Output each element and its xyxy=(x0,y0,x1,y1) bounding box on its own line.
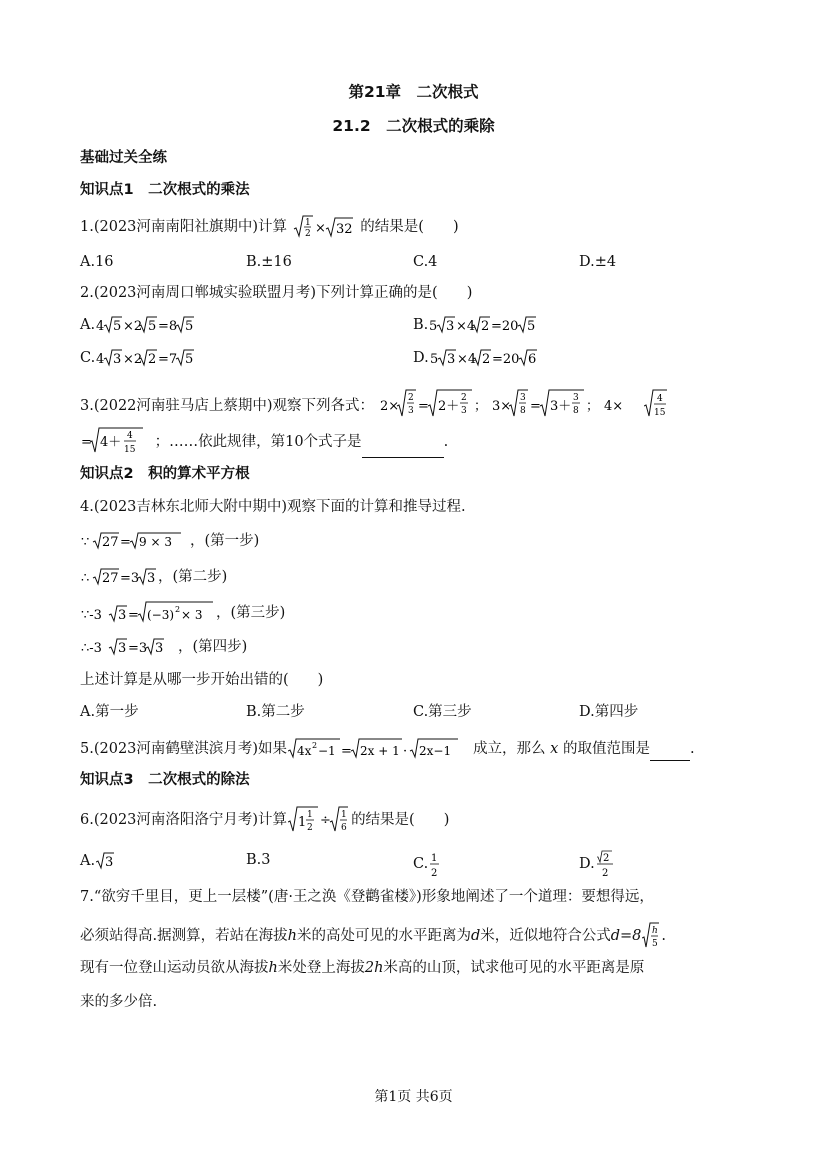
q6c-one-half xyxy=(429,850,441,878)
question-7-line-4: 来的多少倍. xyxy=(80,994,158,1010)
svg-text:4: 4 xyxy=(657,394,664,404)
q4-step4-expression xyxy=(81,636,177,658)
svg-text:∴: ∴ xyxy=(81,571,90,586)
svg-text:=20: =20 xyxy=(491,319,519,334)
svg-text:3×: 3× xyxy=(491,399,511,414)
svg-text:=3: =3 xyxy=(120,571,140,586)
svg-text:1: 1 xyxy=(431,853,438,864)
svg-text:=7: =7 xyxy=(158,352,178,367)
q4-option-d[interactable]: D.第四步 xyxy=(579,704,639,720)
svg-text:3: 3 xyxy=(155,641,164,656)
q4-option-b[interactable]: B.第二步 xyxy=(246,704,305,720)
q2-option-d[interactable]: D. 5 3 ×4 2 =20 6 xyxy=(413,347,553,369)
svg-text:2: 2 xyxy=(407,393,414,403)
svg-text:×2: ×2 xyxy=(123,352,143,367)
question-7-line-2: 必须站得高.据测算，若站在海拔h米的高处可见的水平距离为d米，近似地符合公式d=8 h 5 . xyxy=(80,921,666,951)
svg-text:3: 3 xyxy=(105,855,114,870)
svg-text:=8: =8 xyxy=(158,319,178,334)
svg-text:5: 5 xyxy=(429,352,438,367)
svg-text:=: = xyxy=(417,399,429,414)
svg-text:×: × xyxy=(314,221,326,236)
q4-option-a[interactable]: A.第一步 xyxy=(80,704,139,720)
svg-text:=: = xyxy=(81,435,92,450)
svg-text:6: 6 xyxy=(341,823,347,833)
svg-text:1: 1 xyxy=(298,815,307,830)
q4-step-4: ∴-3 3 =3 3 ，(第四步) xyxy=(80,636,247,658)
q2-option-c[interactable]: C. 4 3 ×2 2 =7 5 xyxy=(80,347,207,369)
q7-formula-text: d=8 xyxy=(610,928,642,944)
q1-option-c[interactable]: C.4 xyxy=(413,254,438,270)
q6-option-b[interactable]: B.3 xyxy=(246,852,271,868)
section-title: 21.2 二次根式的乘除 xyxy=(332,117,495,135)
svg-text:3: 3 xyxy=(446,352,455,367)
q5-answer-blank[interactable] xyxy=(650,740,690,761)
svg-text:×4: ×4 xyxy=(456,352,476,367)
svg-text:32: 32 xyxy=(335,222,353,237)
q4-step-1: ∵ 27 = 9 × 3 ，(第一步) xyxy=(80,530,259,552)
svg-text:=3: =3 xyxy=(128,641,148,656)
svg-text:5: 5 xyxy=(185,352,194,367)
svg-text:3: 3 xyxy=(407,406,414,416)
svg-text:×4: ×4 xyxy=(456,319,476,334)
svg-text:2: 2 xyxy=(312,741,318,750)
svg-text:15: 15 xyxy=(654,408,666,418)
svg-text:3: 3 xyxy=(446,319,455,334)
svg-text:=: = xyxy=(529,399,541,414)
q6d-sqrt2-over-2 xyxy=(596,850,618,878)
q4-step1-expression xyxy=(81,530,189,552)
q4-step-2: ∴ 27 =3 3 ，(第二步) xyxy=(80,566,227,588)
svg-text:·: · xyxy=(403,744,408,759)
svg-text:3: 3 xyxy=(460,406,467,416)
svg-text:6: 6 xyxy=(527,352,536,367)
svg-text:4: 4 xyxy=(96,319,105,334)
svg-text:4x: 4x xyxy=(297,744,312,758)
svg-text:2x + 1: 2x + 1 xyxy=(360,744,400,758)
svg-text:3: 3 xyxy=(118,608,127,623)
svg-text:2: 2 xyxy=(481,319,490,334)
exercise-heading: 基础过关全练 xyxy=(80,150,167,166)
svg-text:∵-3: ∵-3 xyxy=(81,608,102,623)
q1-option-d[interactable]: D.±4 xyxy=(579,254,617,270)
svg-text:2: 2 xyxy=(304,229,311,239)
svg-text:4×: 4× xyxy=(603,399,623,414)
svg-text:5: 5 xyxy=(652,939,659,949)
svg-text:3: 3 xyxy=(519,393,526,403)
svg-text:8: 8 xyxy=(519,406,526,416)
q4-question: 上述计算是从哪一步开始出错的( ) xyxy=(80,672,324,688)
svg-text:3: 3 xyxy=(113,352,122,367)
knowledge-point-1: 知识点1 二次根式的乘法 xyxy=(80,182,250,198)
q3-sqrt-4-15 xyxy=(644,388,668,424)
svg-text:2x−1: 2x−1 xyxy=(419,744,452,758)
q2-option-b[interactable]: B. 5 3 ×4 2 =20 5 xyxy=(413,314,552,336)
svg-text:× 3: × 3 xyxy=(181,608,203,622)
svg-text:∵: ∵ xyxy=(81,535,90,550)
svg-text:2×: 2× xyxy=(379,399,399,414)
question-5: 5.(2023河南鹤壁淇滨月考)如果 4x 2 −1 = 2x + 1 · 2x−1 成立，那么 x 的取值范围是 . xyxy=(80,737,695,761)
svg-text:÷: ÷ xyxy=(320,813,331,828)
q6a-sqrt3 xyxy=(96,850,118,872)
svg-text:5: 5 xyxy=(148,319,157,334)
q3-pattern-expressions xyxy=(380,388,638,424)
svg-text:4: 4 xyxy=(127,431,133,441)
svg-text:=: = xyxy=(128,608,139,623)
svg-text:2: 2 xyxy=(148,352,157,367)
svg-text:8: 8 xyxy=(572,406,579,416)
svg-text:2: 2 xyxy=(601,868,609,878)
svg-text:−1: −1 xyxy=(318,744,336,758)
q4-step-3: ∵-3 3 = (−3) 2 × 3 ，(第三步) xyxy=(80,600,285,626)
svg-text:2: 2 xyxy=(431,868,438,878)
svg-text:27: 27 xyxy=(102,571,119,586)
svg-text:1: 1 xyxy=(307,810,313,820)
q3-sqrt-4-plus-4-15 xyxy=(81,426,149,458)
q2b-expression xyxy=(429,314,551,336)
question-1: 1.(2023河南南阳社旗期中)计算 1 2 × 32 的结果是( ) xyxy=(80,214,459,240)
svg-text:4: 4 xyxy=(96,352,105,367)
svg-text:1: 1 xyxy=(304,218,311,228)
svg-text:3＋: 3＋ xyxy=(549,399,571,414)
svg-text:5: 5 xyxy=(185,319,194,334)
svg-text:(−3): (−3) xyxy=(147,608,175,622)
question-3-line-2: = 4＋ 4 15 ；……依此规律，第10个式子是 . xyxy=(80,426,448,458)
q4-step3-expression xyxy=(81,600,215,626)
question-7-line-3: 现有一位登山运动员欲从海拔h米处登上海拔2h米高的山顶，试求他可见的水平距离是原 xyxy=(80,960,645,976)
svg-text:3: 3 xyxy=(572,393,579,403)
svg-text:3: 3 xyxy=(118,641,127,656)
svg-text:5: 5 xyxy=(527,319,536,334)
knowledge-point-3: 知识点3 二次根式的除法 xyxy=(80,772,250,788)
q1-option-b[interactable]: B.±16 xyxy=(246,254,292,270)
q4-option-c[interactable]: C.第三步 xyxy=(413,704,472,720)
svg-text:∴-3: ∴-3 xyxy=(81,641,102,656)
question-2: 2.(2023河南周口郸城实验联盟月考)下列计算正确的是( ) xyxy=(80,285,473,301)
svg-text:4＋: 4＋ xyxy=(100,435,122,450)
question-4: 4.(2023吉林东北师大附中期中)观察下面的计算和推导过程. xyxy=(80,499,466,515)
page-footer: 第1页 共6页 xyxy=(374,1089,453,1105)
q6-option-d[interactable]: D. 2 2 xyxy=(579,850,619,878)
svg-text:2: 2 xyxy=(175,605,181,614)
q5-expression xyxy=(288,737,472,761)
svg-text:=20: =20 xyxy=(491,352,520,367)
knowledge-point-2: 知识点2 积的算术平方根 xyxy=(80,466,250,482)
svg-text:5: 5 xyxy=(113,319,122,334)
svg-text:2: 2 xyxy=(602,853,610,864)
q1-expression xyxy=(293,214,355,240)
svg-text:h: h xyxy=(652,926,659,936)
svg-text:5: 5 xyxy=(429,319,438,334)
svg-text:×2: ×2 xyxy=(123,319,143,334)
q6-option-a[interactable]: A. 3 xyxy=(80,850,119,872)
svg-text:；: ； xyxy=(585,399,599,414)
svg-text:=: = xyxy=(120,535,131,550)
q7-sqrt-h-over-5 xyxy=(642,921,660,951)
svg-text:2: 2 xyxy=(460,393,467,403)
svg-text:15: 15 xyxy=(124,445,136,455)
svg-text:9 × 3: 9 × 3 xyxy=(139,535,172,549)
question-3-line-1: 3.(2022河南驻马店上蔡期中)观察下列各式： 2× 2 3 = 2＋ 2 3 ； 3× 3 8 = 3＋ 3 8 ； 4× 4 15 xyxy=(80,388,669,424)
q4-step2-expression xyxy=(81,566,157,588)
question-6: 6.(2023河南洛阳洛宁月考)计算 1 1 2 ÷ 1 6 的结果是( ) xyxy=(80,805,449,835)
question-7-line-1: 7.“欲穷千里目，更上一层楼”(唐·王之涣《登鹳雀楼》)形象地阐述了一个道理：要想得远， xyxy=(80,889,654,905)
svg-text:2: 2 xyxy=(307,823,313,833)
q6-option-c[interactable]: C. 1 2 xyxy=(413,850,442,878)
q2a-expression xyxy=(96,314,206,336)
chapter-title: 第21章 二次根式 xyxy=(348,83,479,101)
q1-option-a[interactable]: A.16 xyxy=(80,254,114,270)
q2-option-a[interactable]: A. 4 5 ×2 5 =8 5 xyxy=(80,314,207,336)
q6-expression xyxy=(288,805,350,835)
q3-answer-blank[interactable] xyxy=(362,437,444,458)
svg-text:27: 27 xyxy=(102,535,119,550)
svg-text:3: 3 xyxy=(147,571,156,586)
svg-text:1: 1 xyxy=(341,810,347,820)
svg-text:=: = xyxy=(341,744,352,759)
q2c-expression xyxy=(96,347,206,369)
svg-text:2: 2 xyxy=(481,352,490,367)
q2d-expression xyxy=(430,347,552,369)
svg-text:2＋: 2＋ xyxy=(437,399,459,414)
svg-text:；: ； xyxy=(473,399,487,414)
